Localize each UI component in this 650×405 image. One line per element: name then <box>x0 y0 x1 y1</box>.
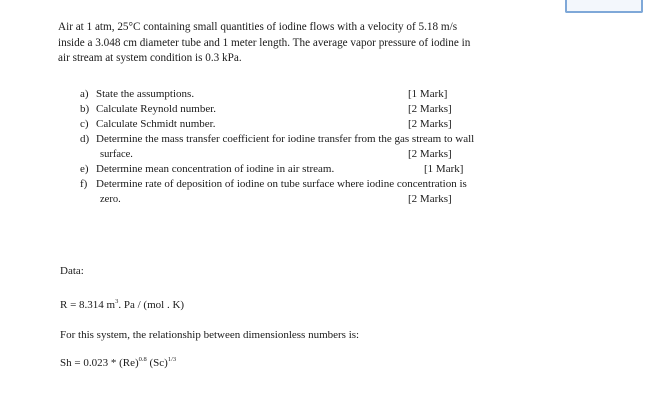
question-mark: [2 Marks] <box>408 103 452 115</box>
question-mark: [2 Marks] <box>408 118 452 130</box>
question-mark: [1 Mark] <box>408 88 448 100</box>
question-mark: [2 Marks] <box>408 193 452 205</box>
gas-constant-exponent: 3 <box>115 298 119 305</box>
question-continuation: surface. <box>100 149 133 160</box>
question-text: Determine the mass transfer coefficient for iodine transfer from the gas stream to wall <box>96 133 475 145</box>
question-d-continuation <box>80 147 580 162</box>
question-text: Determine mean concentration of iodine in air stream. <box>96 163 335 175</box>
question-text: State the assumptions. <box>96 88 195 100</box>
reynolds-exponent: 0.8 <box>138 356 147 363</box>
data-heading: Data: <box>60 265 84 277</box>
question-b <box>80 102 580 117</box>
question-text: Calculate Reynold number. <box>96 103 217 115</box>
intro-line-3: air stream at system condition is 0.3 kPa. <box>58 52 242 64</box>
relationship-text: For this system, the relationship between dimensionless numbers is: <box>60 329 360 341</box>
question-d <box>80 132 580 147</box>
question-letter: e) <box>80 163 89 175</box>
corner-frame <box>565 0 643 13</box>
gas-constant-suffix: . Pa / (mol . K) <box>118 299 185 311</box>
question-letter: a) <box>80 88 89 100</box>
schmidt-exponent: 1/3 <box>167 356 177 363</box>
question-mark: [2 Marks] <box>408 148 452 160</box>
question-letter: f) <box>80 178 88 190</box>
question-list <box>80 87 580 207</box>
question-letter: c) <box>80 118 89 130</box>
question-continuation: zero. <box>100 194 121 205</box>
gas-constant-prefix: R = 8.314 m <box>60 299 116 311</box>
sherwood-middle: (Sc) <box>146 357 168 369</box>
sherwood-prefix: Sh = 0.023 * (Re) <box>60 357 139 369</box>
question-mark: [1 Mark] <box>424 163 464 175</box>
intro-line-1: Air at 1 atm, 25°C containing small quantities of iodine flows with a velocity of 5.18 m/s <box>58 21 458 33</box>
question-e <box>80 162 580 177</box>
intro-line-2: inside a 3.048 cm diameter tube and 1 meter length. The average vapor pressure of iodine in <box>58 36 471 49</box>
question-c <box>80 117 580 132</box>
problem-statement <box>58 20 598 67</box>
sherwood-equation <box>60 356 176 369</box>
question-text: Determine rate of deposition of iodine on tube surface where iodine concentration is <box>96 178 467 190</box>
question-letter: d) <box>80 133 90 145</box>
question-letter: b) <box>80 103 90 115</box>
question-a <box>80 87 580 102</box>
question-text: Calculate Schmidt number. <box>96 118 216 130</box>
question-f <box>80 177 580 192</box>
gas-constant-equation <box>60 298 184 311</box>
question-f-continuation <box>80 192 580 207</box>
